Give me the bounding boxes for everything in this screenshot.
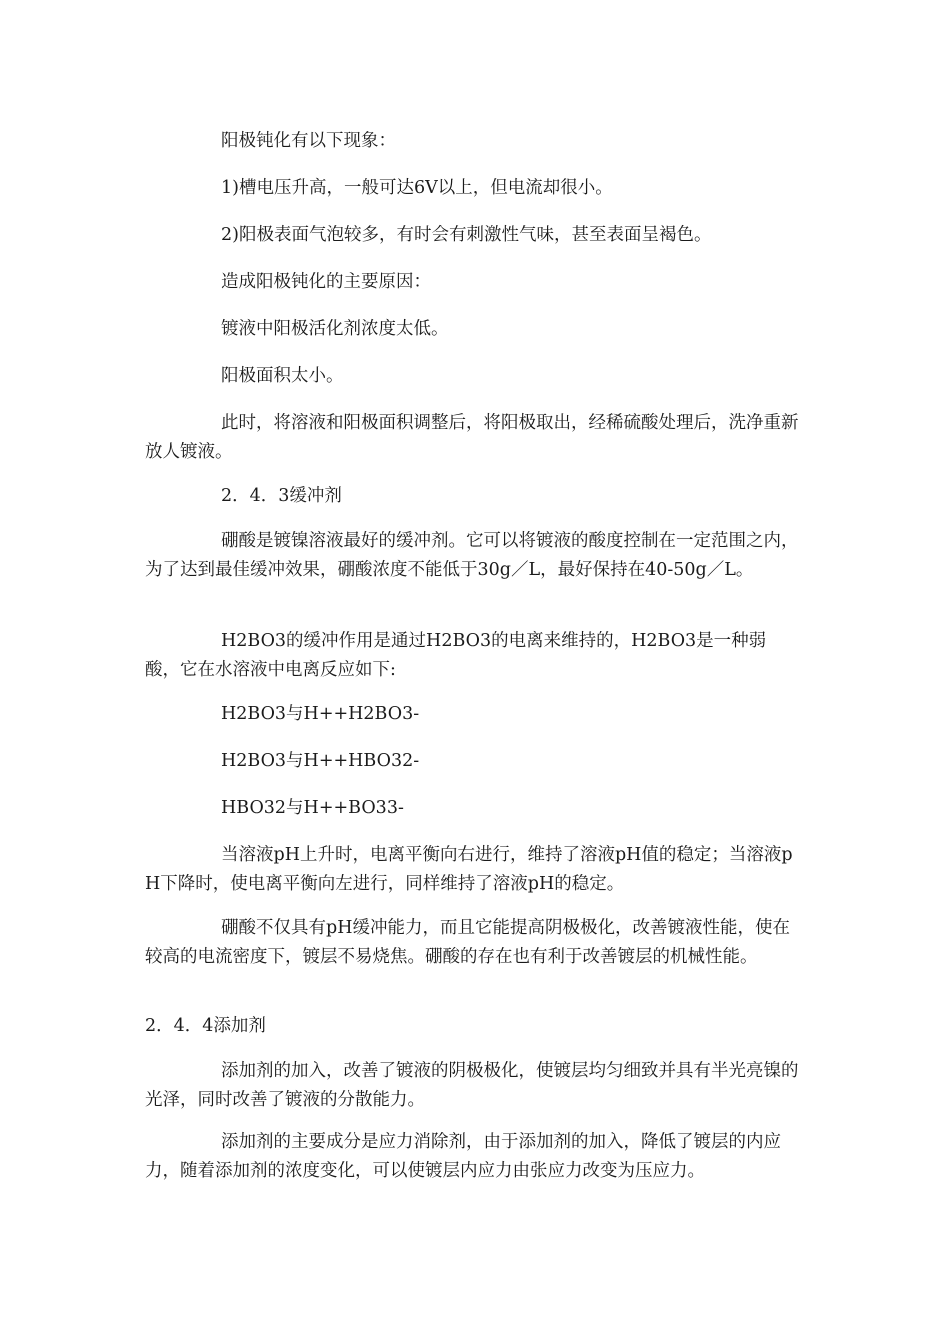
paragraph-causes-intro: 造成阳极钝化的主要原因： (221, 272, 431, 292)
equation-2: H2BO3与H++HBO32- (221, 751, 420, 771)
equation-1: H2BO3与H++H2BO3- (221, 704, 420, 724)
equation-3: HBO32与H++BO33- (221, 798, 404, 818)
section-heading-buffer: 2．4．3缓冲剂 (221, 486, 342, 506)
paragraph-h2bo3-buffer: H2BO3的缓冲作用是通过H2BO3的电离来维持的，H2BO3是一种弱酸，它在水溶液中电离反应如下: (145, 631, 767, 680)
paragraph-additive-composition: 添加剂的主要成分是应力消除剂，由于添加剂的加入，降低了镀层的内应力，随着添加剂的浓度变化，可以使镀层内应力由张应力改变为压应力。 (145, 1132, 781, 1181)
paragraph-boric-acid-benefits: 硼酸不仅具有pH缓冲能力，而且它能提高阴极极化，改善镀液性能，使在较高的电流密度下，镀层不易烧焦。硼酸的存在也有利于改善镀层的机械性能。 (145, 918, 790, 967)
paragraph-cause-2: 阳极面积太小。 (221, 366, 344, 386)
paragraph-boric-acid: 硼酸是镀镍溶液最好的缓冲剂。它可以将镀液的酸度控制在一定范围之内，为了达到最佳缓冲效果，硼酸浓度不能低于30g／L，最好保持在40-50g／L。 (145, 531, 799, 580)
paragraph-symptom-1: 1)槽电压升高，一般可达6V以上，但电流却很小。 (221, 178, 613, 198)
paragraph-cause-1: 镀液中阳极活化剂浓度太低。 (221, 319, 449, 339)
paragraph-symptom-2: 2)阳极表面气泡较多，有时会有刺激性气味，甚至表面呈褐色。 (221, 225, 712, 245)
paragraph-passivation-intro: 阳极钝化有以下现象： (221, 131, 396, 151)
paragraph-ph-balance: 当溶液pH上升时，电离平衡向右进行，维持了溶液pH值的稳定；当溶液pH下降时，使电离平衡向左进行，同样维持了溶液pH的稳定。 (145, 845, 793, 894)
paragraph-remedy: 此时，将溶液和阳极面积调整后，将阳极取出，经稀硫酸处理后，洗净重新放人镀液。 (145, 413, 799, 462)
paragraph-additive-effect: 添加剂的加入，改善了镀液的阴极极化，使镀层均匀细致并具有半光亮镍的光泽，同时改善了镀液的分散能力。 (145, 1061, 799, 1110)
section-heading-additive: 2．4．4添加剂 (145, 1016, 266, 1036)
